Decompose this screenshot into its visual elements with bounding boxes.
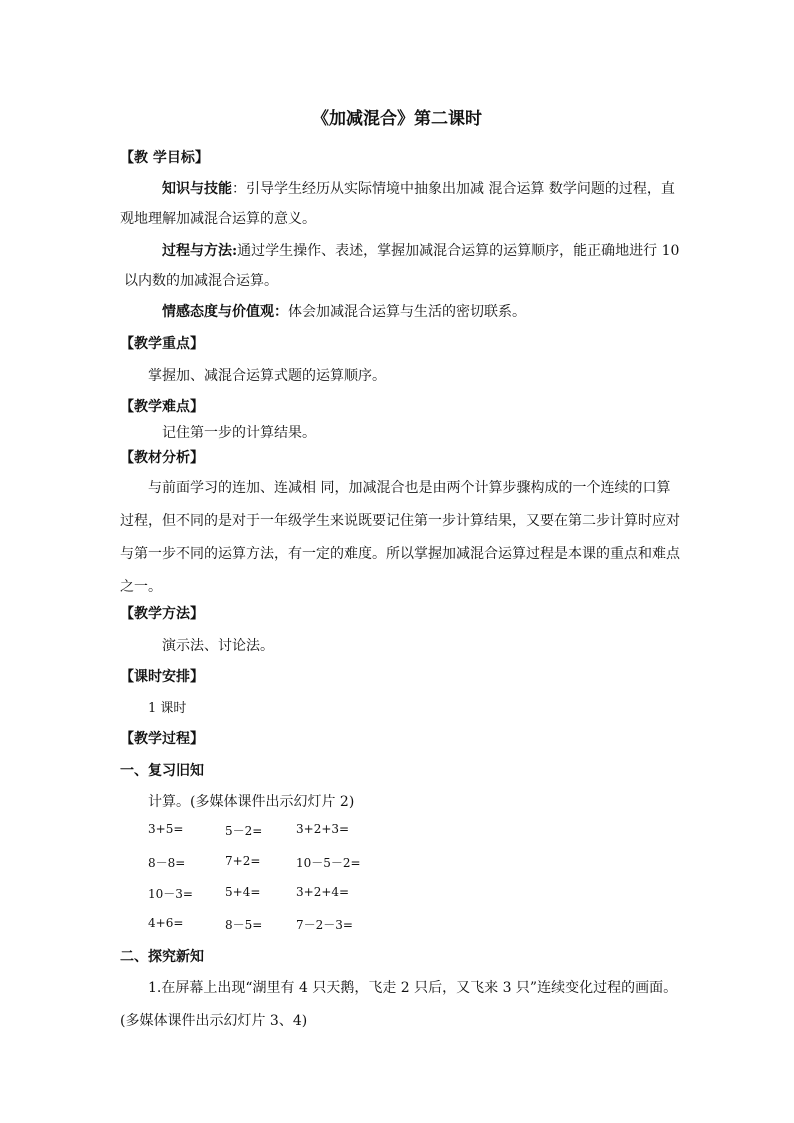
calc-item: 10－5－2= [296,856,361,870]
difficulties-heading: 【教学难点】 [120,399,204,415]
knowledge-text: ：引导学生经历从实际情境中抽象出加减 混合运算 数学问题的过程，直 [232,181,675,197]
emotion-label: 情感态度与价值观： [162,304,288,320]
document-title: 《加减混合》第二课时 [312,109,482,129]
key-points-text: 掌握加、减混合运算式题的运算顺序。 [148,368,386,384]
process-label: 过程与方法: [162,243,238,259]
calc-item: 8－8= [148,856,186,870]
calc-item: 3+5= [148,822,184,836]
knowledge-line1 [162,178,675,198]
calc-item: 5+4= [225,885,261,899]
schedule-text: 1 课时 [148,701,187,716]
review-heading: 一、复习旧知 [120,763,204,779]
review-intro: 计算。(多媒体课件出示幻灯片 2) [148,794,355,810]
goals-heading: 【教 学目标】 [120,150,209,166]
process-heading: 【教学过程】 [120,731,204,747]
calc-item: 3+2+3= [296,822,350,836]
methods-heading: 【教学方法】 [120,606,204,622]
explore-heading: 二、探究新知 [120,949,204,965]
analysis-line4: 之一。 [120,579,162,595]
analysis-line1: 与前面学习的连加、连减相 同，加减混合也是由两个计算步骤构成的一个连续的口算 [148,480,671,496]
process-line1 [162,240,679,260]
calc-item: 4+6= [148,916,184,930]
analysis-line3: 与第一步不同的运算方法，有一定的难度。所以掌握加减混合运算过程是本课的重点和难点 [120,546,680,562]
calc-item: 3+2+4= [296,885,350,899]
calc-item: 10－3= [148,887,193,901]
difficulties-text: 记住第一步的计算结果。 [162,425,316,441]
key-points-heading: 【教学重点】 [120,336,204,352]
emotion-line [162,301,526,321]
schedule-heading: 【课时安排】 [120,669,204,685]
process-line2: 以内数的加减混合运算。 [124,273,278,289]
explore-line2: (多媒体课件出示幻灯片 3、4) [120,1013,308,1029]
knowledge-label: 知识与技能 [162,181,232,197]
explore-line1: 1.在屏幕上出现“湖里有 4 只天鹅，飞走 2 只后，又飞来 3 只”连续变化过程的画面。 [148,980,678,996]
calc-item: 7－2－3= [296,918,353,932]
process-text: 通过学生操作、表述，掌握加减混合运算的运算顺序，能正确地进行 10 [237,243,680,259]
analysis-line2: 过程，但不同的是对于一年级学生来说既要记住第一步计算结果，又要在第二步计算时应对 [120,513,680,529]
emotion-text: 体会加减混合运算与生活的密切联系。 [288,304,526,320]
calc-item: 8－5= [225,918,263,932]
methods-text: 演示法、讨论法。 [162,638,274,654]
analysis-heading: 【教材分析】 [120,450,204,466]
knowledge-line2: 观地理解加减混合运算的意义。 [120,211,316,227]
calc-item: 7+2= [225,854,261,868]
calc-item: 5－2= [225,824,263,838]
